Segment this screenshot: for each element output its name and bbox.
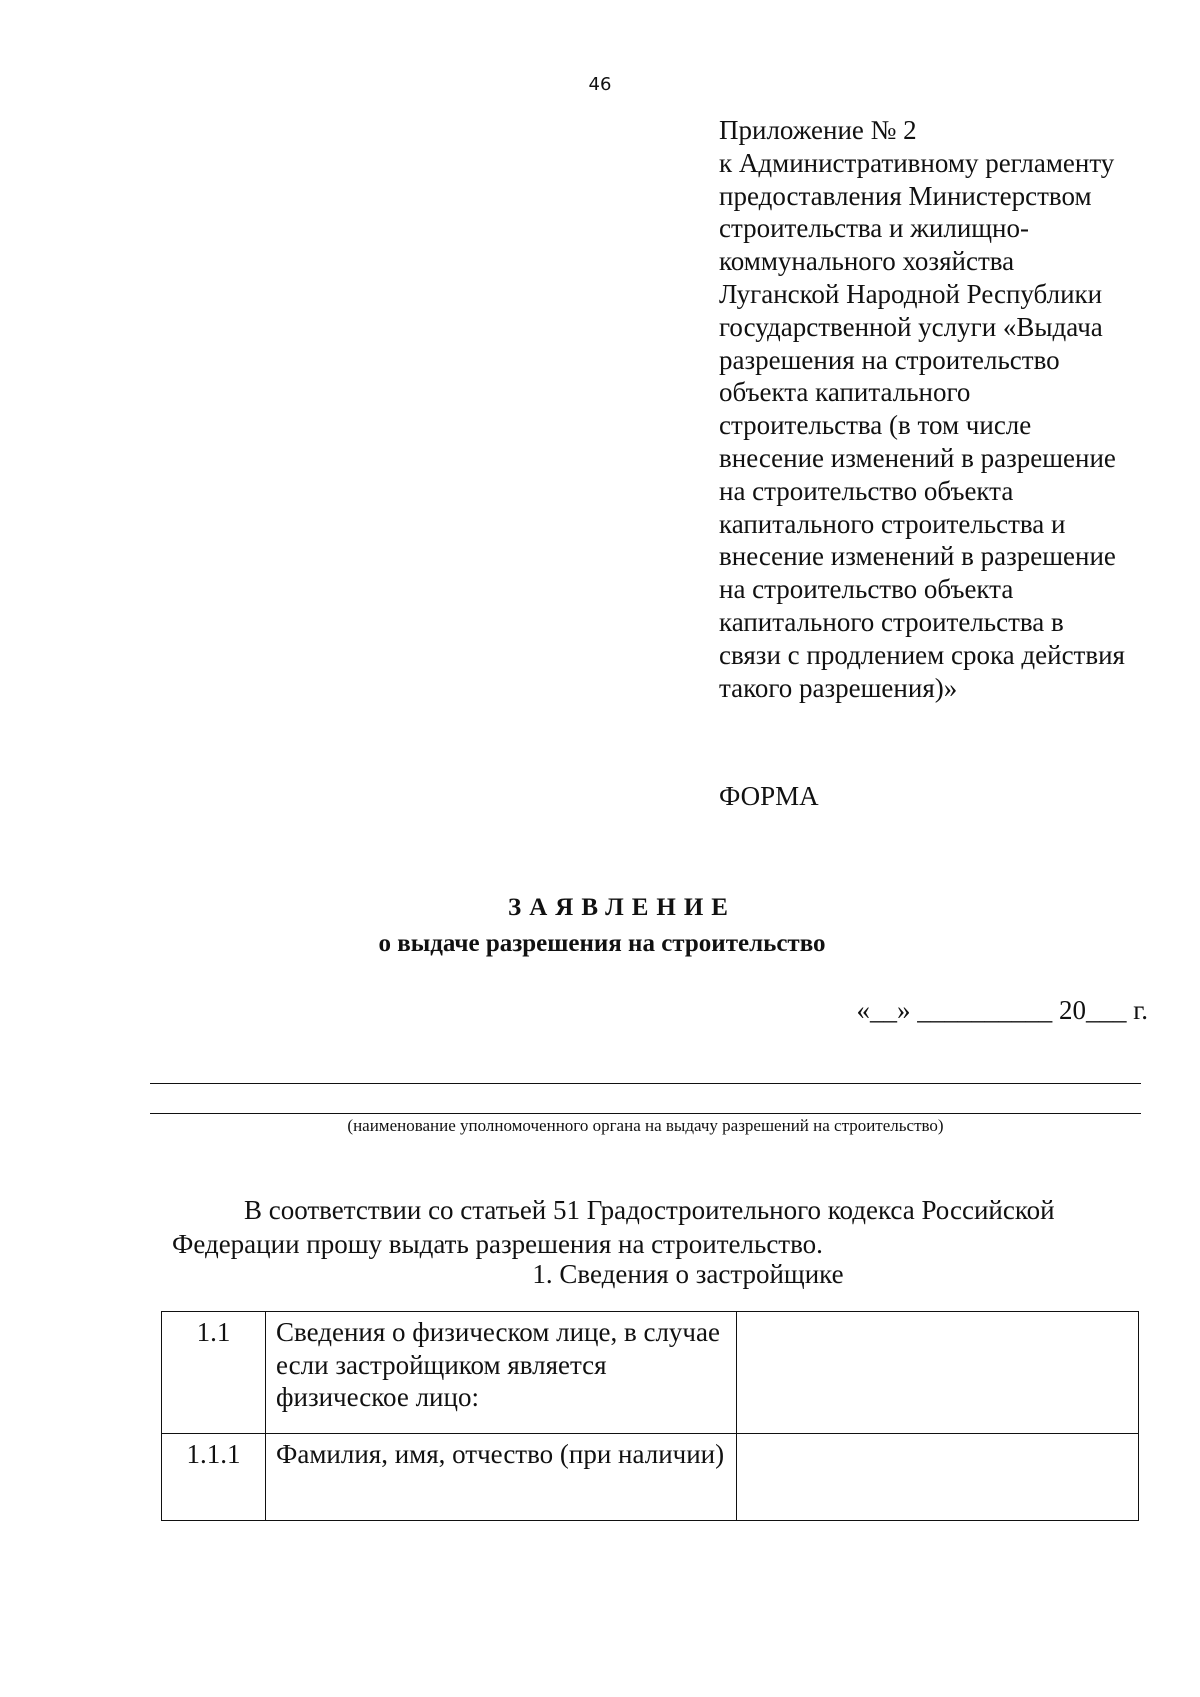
intro-line: Федерации прошу выдать разрешения на строительство. — [172, 1229, 823, 1259]
authority-caption: (наименование уполномоченного органа на выдачу разрешений на строительство) — [347, 1116, 944, 1135]
document-title: ЗАЯВЛЕНИЕ — [508, 894, 736, 921]
document-subtitle: о выдаче разрешения на строительство — [378, 930, 826, 957]
appendix-line: капитального строительства и — [719, 508, 1066, 539]
appendix-line: предоставления Министерством — [719, 180, 1092, 211]
appendix-line: Приложение № 2 — [719, 115, 917, 145]
developer-info-table — [161, 1311, 1139, 1521]
row-number: 1.1.1 — [162, 1434, 266, 1521]
row-description: Сведения о физическом лице, в случае если застройщиком является физическое лицо: — [266, 1312, 737, 1434]
row-number: 1.1 — [162, 1312, 266, 1434]
appendix-line: такого разрешения)» — [719, 672, 958, 703]
row-description: Фамилия, имя, отчество (при наличии) — [266, 1434, 737, 1521]
table-row — [162, 1434, 1139, 1521]
row-value-field[interactable] — [737, 1312, 1139, 1434]
appendix-line: строительства и жилищно- — [719, 213, 1029, 244]
appendix-line: Луганской Народной Республики — [719, 278, 1103, 309]
appendix-line: объекта капитального — [719, 377, 971, 408]
appendix-line: коммунального хозяйства — [719, 246, 1015, 277]
appendix-line: государственной услуги «Выдача — [719, 311, 1103, 342]
appendix-line: строительства (в том числе — [719, 410, 1032, 441]
appendix-line: внесение изменений в разрешение — [719, 541, 1116, 572]
appendix-line: к Административному регламенту — [719, 147, 1115, 178]
appendix-line: на строительство объекта — [719, 574, 1014, 605]
appendix-header — [719, 114, 1159, 704]
appendix-line: на строительство объекта — [719, 475, 1014, 506]
appendix-line: капитального строительства в — [719, 606, 1064, 637]
authority-blank-line — [150, 1083, 1141, 1084]
form-label: ФОРМА — [719, 781, 819, 811]
row-value-field[interactable] — [737, 1434, 1139, 1521]
section-title: 1. Сведения о застройщике — [532, 1259, 844, 1289]
appendix-line: разрешения на строительство — [719, 344, 1060, 375]
intro-paragraph — [172, 1193, 1172, 1261]
intro-line: В соответствии со статьей 51 Градостроительного кодекса Российской — [244, 1195, 1055, 1225]
page-number: 46 — [588, 74, 612, 95]
appendix-line: связи с продлением срока действия — [719, 639, 1125, 670]
authority-blank-line — [150, 1113, 1141, 1114]
table-row — [162, 1312, 1139, 1434]
appendix-line: внесение изменений в разрешение — [719, 442, 1116, 473]
date-line: «__» __________ 20___ г. — [856, 995, 1148, 1025]
